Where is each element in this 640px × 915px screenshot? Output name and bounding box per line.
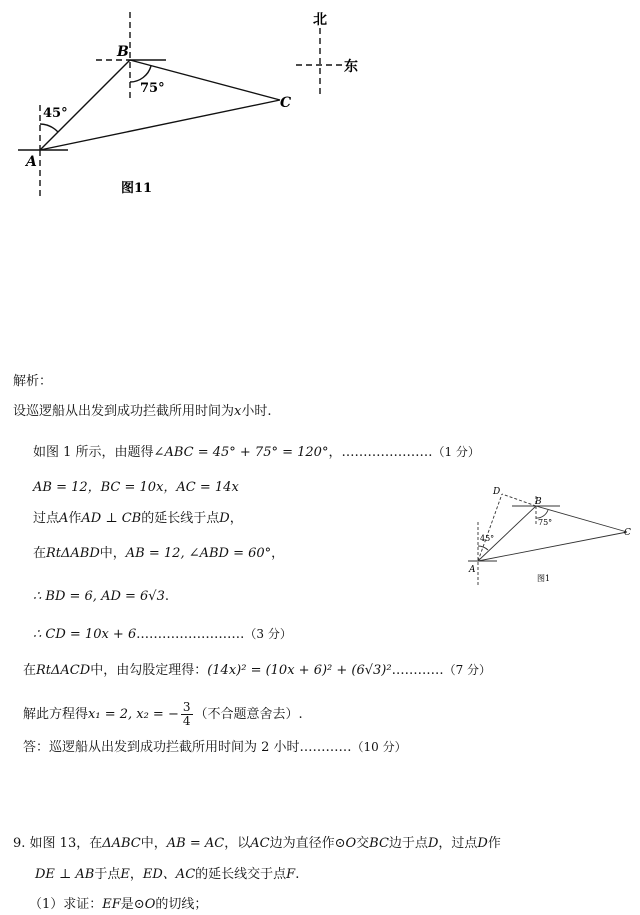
text-segment: 小时.	[241, 404, 272, 419]
text-segment: （不合题意舍去）.	[194, 707, 303, 722]
solution-heading	[13, 374, 52, 390]
figure-1	[462, 484, 637, 589]
dot-leader: …………	[299, 740, 352, 755]
solution-line-4	[33, 511, 243, 527]
fig11-arc-b	[130, 66, 151, 82]
text-segment: 设巡逻船从出发到成功拦截所用时间为	[13, 404, 235, 419]
score-marker: （1 分）	[432, 445, 480, 459]
text-segment: 解此方程得	[23, 707, 89, 722]
solution-line-8	[23, 662, 491, 679]
dot-leader: .……………………	[136, 627, 245, 642]
fig1-arc-a	[478, 546, 488, 550]
text-segment: ，	[129, 867, 143, 882]
score-marker: （3 分）	[244, 627, 292, 641]
math-var: D	[477, 836, 488, 851]
text-segment: .	[164, 589, 170, 604]
math-var: E	[120, 867, 130, 882]
text-segment: 的延长线于点	[141, 511, 220, 526]
text-segment: ，以	[224, 836, 251, 851]
fig1-label-d: D	[493, 487, 501, 497]
text-segment: 中，	[99, 546, 126, 561]
math-expression: AB = 12, ∠ABD = 60°	[125, 546, 272, 561]
score-marker: （10 分）	[351, 740, 407, 754]
text-segment: 是⊙	[120, 897, 145, 912]
math-expression: BC	[369, 836, 389, 851]
fig11-label-east: 东	[344, 59, 358, 75]
solution-line-5	[33, 546, 284, 562]
dot-leader: …………	[391, 663, 444, 678]
text-segment: （1）求证：	[29, 897, 103, 912]
math-equation: (14x)² = (10x + 6)² + (6√3)²	[207, 663, 392, 678]
fig11-segment-ac	[40, 100, 280, 150]
math-expression: AB = 12，BC = 10x，AC = 14x	[33, 480, 239, 495]
fig1-label-c: C	[624, 528, 631, 538]
fig1-segment-ad	[478, 494, 502, 561]
math-expression: EF	[102, 897, 121, 912]
fig11-label-b: B	[117, 44, 129, 60]
math-var: F	[286, 867, 296, 882]
problem-number: 9.	[13, 836, 26, 851]
text-segment: ，	[271, 546, 285, 561]
problem9-line-2	[35, 867, 299, 883]
math-var: D	[427, 836, 439, 851]
math-expression: RtΔABD	[46, 546, 100, 561]
text-segment: ，	[229, 511, 243, 526]
math-expression: ∠ABC = 45° + 75° = 120°	[153, 445, 329, 460]
fig1-segment-ac	[478, 532, 627, 561]
text-segment: 交	[356, 836, 370, 851]
solution-line-6	[33, 589, 169, 605]
text-segment: 如图 1 所示，由题得	[33, 445, 154, 460]
math-expression: ED、AC	[142, 867, 196, 882]
text-segment: 在	[33, 546, 47, 561]
fig11-label-c: C	[280, 95, 292, 111]
text-segment: 中，由勾股定理得：	[90, 663, 208, 678]
math-expression: x₁ = 2, x₂ = −	[88, 707, 179, 722]
text-segment: 在	[23, 663, 37, 678]
text-segment: 中，	[140, 836, 167, 851]
math-var: O	[144, 897, 156, 912]
fig1-caption: 图1	[537, 574, 551, 583]
math-var: D	[219, 511, 230, 526]
solution-line-2	[33, 444, 480, 461]
fraction-denominator: 4	[182, 714, 191, 728]
text-segment: .	[295, 867, 300, 882]
fraction	[181, 701, 193, 728]
fig11-angle-b: 75°	[140, 81, 165, 96]
math-expression: DE ⊥ AB	[35, 867, 95, 882]
math-var: A	[59, 511, 69, 526]
score-marker: （7 分）	[443, 663, 492, 677]
fig1-label-a: A	[469, 565, 476, 575]
fig11-angle-a: 45°	[43, 106, 68, 121]
text-segment: 于点	[94, 867, 121, 882]
text-segment: 过点	[33, 511, 60, 526]
text-segment: 作	[68, 511, 82, 526]
text-segment: 答：巡逻船从出发到成功拦截所用时间为 2 小时	[23, 740, 300, 755]
math-expression: ΔABC	[102, 836, 141, 851]
fig11-label-a: A	[26, 154, 37, 170]
fig1-angle-a: 45°	[480, 534, 495, 543]
math-expression: AB = AC	[166, 836, 225, 851]
fig11-segment-ab	[40, 60, 130, 150]
text-segment: 边于点	[388, 836, 428, 851]
text-segment: 的切线；	[155, 897, 208, 912]
solution-heading-text: 解析：	[13, 374, 53, 389]
text-segment: 的延长线交于点	[195, 867, 287, 882]
math-expression: AC	[250, 836, 270, 851]
text-segment: 如图 13，在	[29, 836, 103, 851]
solution-line-1	[13, 404, 272, 420]
math-expression: ∴ CD = 10x + 6	[33, 627, 137, 642]
dot-leader: ，…………………	[328, 445, 433, 460]
solution-line-10	[23, 739, 407, 756]
solution-line-9	[23, 701, 303, 729]
solution-line-7	[33, 626, 292, 643]
math-expression: RtΔACD	[36, 663, 91, 678]
fig1-segment-cd	[502, 494, 536, 506]
math-var: O	[345, 836, 357, 851]
text-segment: 边为直径作⊙	[269, 836, 346, 851]
problem9-line-3	[29, 897, 207, 913]
fig1-label-b: B	[535, 497, 542, 507]
fig11-label-north: 北	[313, 12, 327, 28]
fig11-caption: 图11	[121, 181, 153, 196]
figure-11	[0, 0, 370, 200]
text-segment: ，过点	[438, 836, 478, 851]
math-var: x	[234, 404, 242, 419]
problem9-line-1	[13, 836, 501, 852]
fig1-angle-b: 75°	[538, 518, 553, 527]
fraction-numerator: 3	[182, 700, 191, 714]
solution-line-3	[33, 480, 239, 496]
fig11-arc-a	[40, 124, 58, 132]
math-expression: AD ⊥ CB	[81, 511, 142, 526]
math-expression: ∴ BD = 6, AD = 6√3	[33, 589, 165, 604]
text-segment: 作	[487, 836, 501, 851]
fig1-arc-b	[536, 510, 548, 518]
